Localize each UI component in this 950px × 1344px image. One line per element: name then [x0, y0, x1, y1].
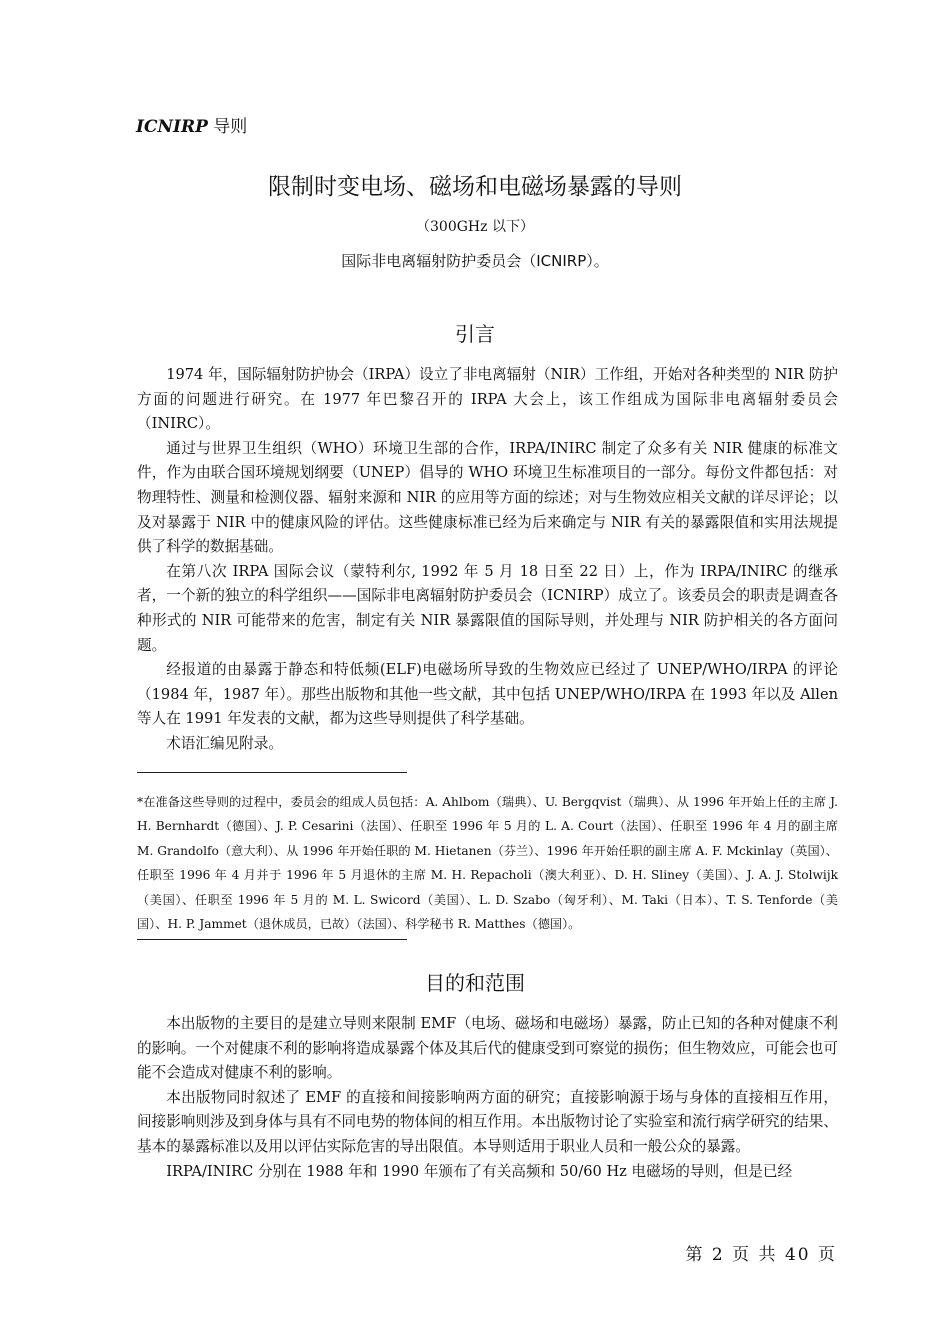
organization-line: 国际非电离辐射防护委员会（ICNIRP）。	[341, 252, 609, 270]
document-title: 限制时变电场、磁场和电磁场暴露的导则	[268, 174, 682, 200]
header-brand: ICNIRP	[136, 117, 208, 137]
header-suffix: 导则	[213, 117, 248, 137]
paragraph: 在第八次 IRPA 国际会议（蒙特利尔, 1992 年 5 月 18 日至 22 日）上，作为 IRPA/INIRC 的继承者，一个新的独立的科学组织——国际非电离辐射防护委员会（ICNIRP）成立了。该委员会的职责是调查各种形式的 NIR 可能带来的危害，制定有关 NIR 暴露限值的国际导则，并处理与 NIR 防护相关的各方面问题。	[137, 562, 838, 654]
section-heading-introduction: 引言	[455, 322, 495, 346]
purpose-body	[137, 1012, 838, 1184]
paragraph: 本出版物同时叙述了 EMF 的直接和间接影响两方面的研究；直接影响源于场与身体的直接相互作用，间接影响则涉及到身体与具有不同电势的物体间的相互作用。本出版物讨论了实验室和流行病学研究的结果、基本的暴露标准以及用以评估实际危害的导出限值。本导则适用于职业人员和一般公众的暴露。	[137, 1088, 838, 1155]
page-number: 第 2 页 共 40 页	[685, 1245, 837, 1265]
paragraph: 本出版物的主要目的是建立导则来限制 EMF（电场、磁场和电磁场）暴露，防止已知的各种对健康不利的影响。一个对健康不利的影响将造成暴露个体及其后代的健康受到可察觉的损伤；但生物效应，可能会也可能不会造成对健康不利的影响。	[137, 1015, 838, 1082]
footnote-text: *在准备这些导则的过程中，委员会的组成人员包括：A. Ahlbom（瑞典）、U. Bergqvist（瑞典）、从 1996 年开始上任的主席 J. H. Bernhardt（德国）、J. P. Cesarini（法国）、任职至 1996 年 5 月的 L. A. Court（法国）、任职至 1996 年 4 月的副主席 M. Grandolfo（意大利）、从 1996 年开始任职的 M. Hietanen（芬兰）、1996 年开始任职的副主席 A. F. Mckinlay（英国）、任职至 1996 年 4 月并于 1996 年 5 月退休的主席 M. H. Repacholi（澳大利亚）、D. H. Sliney（美国）、J. A. J. Stolwijk（美国）、任职至 1996 年 5 月的 M. L. Swicord（美国）、L. D. Szabo（匈牙利）、M. Taki（日本）、T. S. Tenforde（美国）、H. P. Jammet（退休成员，已故）（法国）、科学秘书 R. Matthes（德国）。	[137, 795, 838, 932]
running-header	[136, 112, 247, 137]
paragraph: 1974 年，国际辐射防护协会（IRPA）设立了非电离辐射（NIR）工作组，开始对各种类型的 NIR 防护方面的问题进行研究。在 1977 年巴黎召开的 IRPA 大会上，该工作组成为国际非电离辐射委员会（INIRC）。	[137, 366, 838, 433]
paragraph: 经报道的由暴露于静态和特低频(ELF)电磁场所导致的生物效应已经过了 UNEP/WHO/IRPA 的评论（1984 年，1987 年）。那些出版物和其他一些文献，其中包括 UNEP/WHO/IRPA 在 1993 年以及 Allen 等人在 1991 年发表的文献，都为这些导则提供了科学基础。	[137, 661, 838, 728]
introduction-body	[137, 363, 838, 757]
paragraph: IRPA/INIRC 分别在 1988 年和 1990 年颁布了有关高频和 50/60 Hz 电磁场的导则，但是已经	[166, 1162, 793, 1180]
document-subtitle: （300GHz 以下）	[416, 219, 534, 235]
paragraph: 术语汇编见附录。	[166, 734, 283, 752]
footnote-rule-bottom	[137, 939, 407, 940]
paragraph: 通过与世界卫生组织（WHO）环境卫生部的合作，IRPA/INIRC 制定了众多有关 NIR 健康的标准文件，作为由联合国环境规划纲要（UNEP）倡导的 WHO 环境卫生标准项目的一部分。每份文件都包括：对物理特性、测量和检测仪器、辐射来源和 NIR 的应用等方面的综述；对与生物效应相关文献的详尽评论；以及对暴露于 NIR 中的健康风险的评估。这些健康标准已经为后来确定与 NIR 有关的暴露限值和实用法规提供了科学的数据基础。	[137, 439, 838, 556]
footnote-rule-top	[137, 772, 407, 773]
section-heading-purpose: 目的和范围	[425, 971, 525, 995]
footnote	[137, 790, 838, 936]
